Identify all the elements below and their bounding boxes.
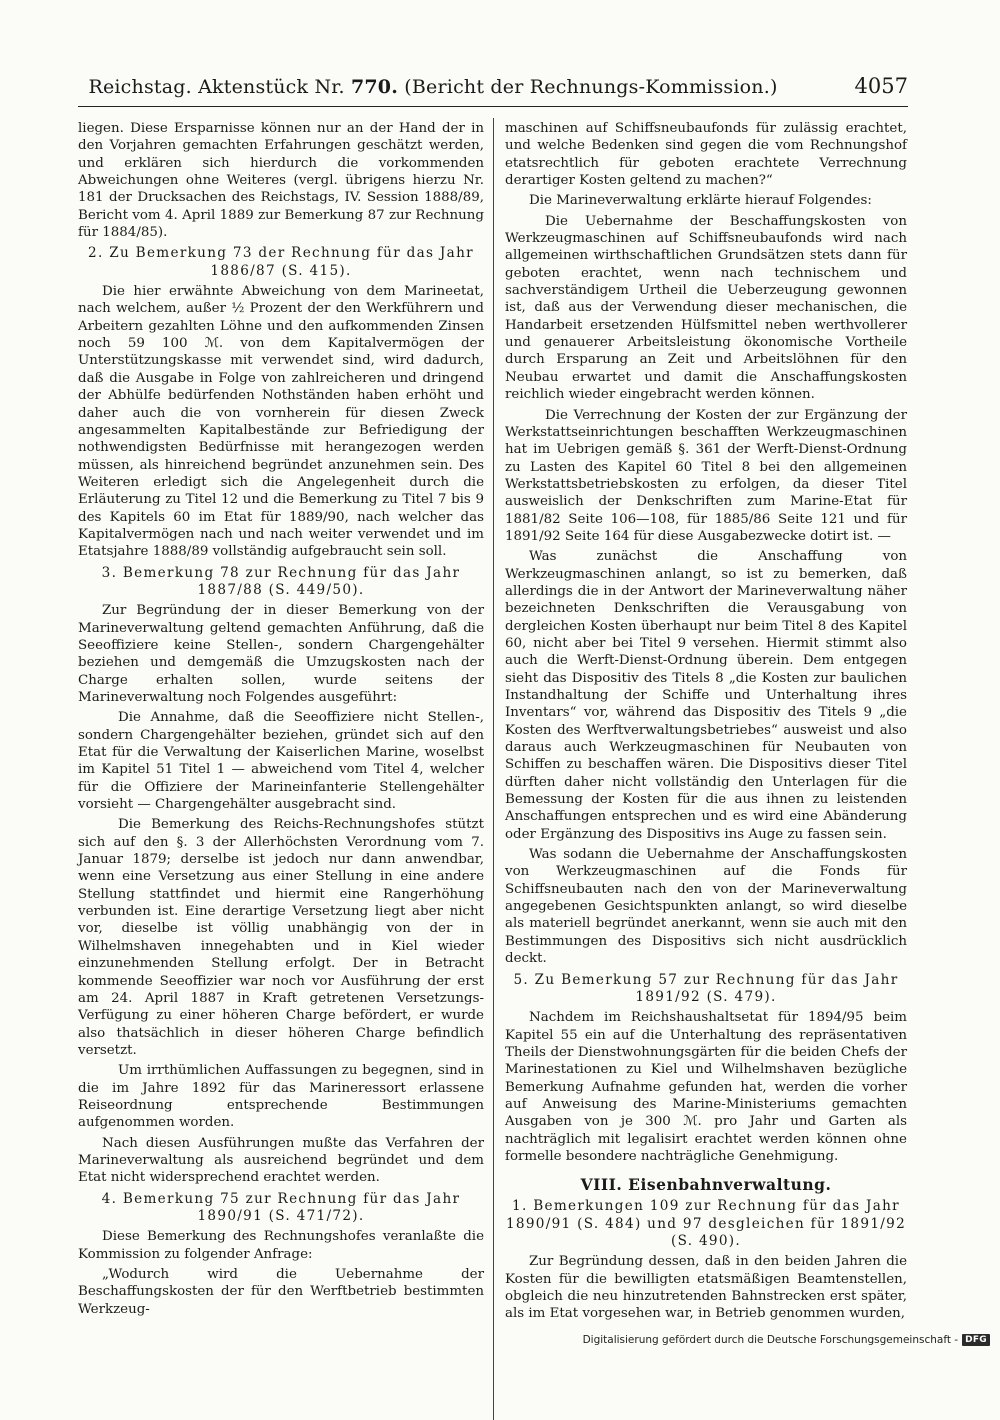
- paragraph: Um irrthümlichen Auffassungen zu begegnen, sind in die im Jahre 1892 für das Marineressort erlassene Reiseordnung entsprechende Bestimmungen aufgenommen worden.: [78, 1063, 484, 1131]
- paragraph: Was sodann die Uebernahme der Anschaffungskosten von Werkzeugmaschinen auf die Fonds für Schiffsneubauten nach den von der Marineverwaltung angegebenen Gesichtspunkten anlangt, so wird dieselbe als materiell begründet anerkannt, wenn sie auch mit den Bestimmungen des Dispositivs sich nicht ausdrücklich deckt.: [505, 847, 907, 967]
- running-title-post: (Bericht der Rechnungs-Kommission.): [398, 76, 778, 98]
- paragraph: Die Verrechnung der Kosten der zur Ergänzung der Werkstattseinrichtungen beschafften Werkzeugmaschinen hat im Uebrigen gemäß §. 361 der Werft-Dienst-Ordnung zu Lasten des Kapitel 60 Titel 8 bei den allgemeinen Werkstattsbetriebskosten zu erfolgen, da dieser Titel ausweislich der Denkschriften zum Marine-Etat für 1881/82 Seite 106—108, für 1885/86 Seite 121 und für 1891/92 Seite 164 für diese Ausgabezwecke dotirt ist. —: [505, 407, 907, 544]
- item-heading: 3. Bemerkung 78 zur Rechnung für das Jahr 1887/88 (S. 449/50).: [101, 564, 461, 598]
- dfg-logo: DFG: [962, 1334, 990, 1346]
- column-divider: [493, 118, 494, 1420]
- paragraph: Die Annahme, daß die Seeoffiziere nicht Stellen-, sondern Chargengehälter beziehen, gründet sich auf den Etat für die Verwaltung der Kaiserlichen Marine, woselbst im Kapitel 51 Titel 1 — abweichend vom Titel 4, welcher für die Offiziere der Marineinfanterie Stellengehälter vorsieht — Chargengehälter ausgebracht sind.: [78, 710, 484, 813]
- item-heading: 4. Bemerkung 75 zur Rechnung für das Jahr 1890/91 (S. 471/72).: [101, 1190, 461, 1224]
- item-heading: 1. Bemerkungen 109 zur Rechnung für das Jahr 1890/91 (S. 484) und 97 desgleichen für 1891/92 (S. 490).: [505, 1198, 907, 1249]
- item-heading: 5. Zu Bemerkung 57 zur Rechnung für das Jahr 1891/92 (S. 479).: [513, 971, 899, 1005]
- paragraph: Zur Begründung dessen, daß in den beiden Jahren die Kosten für die bewilligten etatsmäßigen Beamtenstellen, obgleich die neu hinzutretenden Bahnstrecken erst später, als im Etat vorgesehen war, in Betrieb genommen wurden,: [505, 1254, 907, 1322]
- footer-text: Digitalisierung gefördert durch die Deutsche Forschungsgemeinschaft -: [582, 1334, 959, 1346]
- paragraph: Die Marineverwaltung erklärte hierauf Folgendes:: [529, 193, 872, 209]
- running-title-pre: Reichstag. Aktenstück Nr.: [88, 76, 351, 98]
- paragraph: liegen. Diese Ersparnisse können nur an der Hand der in den Vorjahren gemachten Erfahrungen geschätzt werden, und erklären sich hierdurch die vorkommenden Abweichungen ohne Weiteres (vergl. übrigens hierzu Nr. 181 der Drucksachen des Reichstags, IV. Session 1888/89, Bericht vom 4. April 1889 zur Bemerkung 87 zur Rechnung für 1884/85).: [78, 121, 484, 241]
- item-heading: 2. Zu Bemerkung 73 der Rechnung für das Jahr 1886/87 (S. 415).: [88, 245, 474, 279]
- paragraph: Die Uebernahme der Beschaffungskosten von Werkzeugmaschinen auf Schiffsneubaufonds wird nach allgemeinen wirthschaftlichen Grundsätzen stets dann für geboten erachtet, wenn nach technischem und sachverständigem Urtheil die Ueberzeugung gewonnen ist, daß aus der Verwendung dieser mechanischen, die Handarbeit ersetzenden Hülfsmittel neben werthvollerer und genauerer Arbeitsleistung ökonomische Vortheile durch Ersparung an Zeit und Arbeitslöhnen für den Neubau erwartet und damit die Anschaffungskosten reichlich wieder eingebracht werden können.: [505, 213, 907, 403]
- running-title: [78, 76, 788, 98]
- paragraph: Was zunächst die Anschaffung von Werkzeugmaschinen anlangt, so ist zu bemerken, daß allerdings die in der Antwort der Marineverwaltung näher bezeichneten Denkschriften die Verausgabung von dergleichen Kosten überhaupt nur beim Titel 8 des Kapitel 60, nicht aber bei Titel 9 versehen. Hiermit stimmt also auch die Werft-Dienst-Ordnung überein. Dem entgegen sieht das Dispositiv des Titels 8 „die Kosten zur baulichen Instandhaltung der Schiffe und Unterhaltung ihres Inventars“ vor, während das Dispositiv des Titels 9 „die Kosten des Werftverwaltungsbetriebes“ ausweist und also daraus auch Werkzeugmaschinen für Neubauten von Schiffen zu beschaffen wären. Die Dispositivs dieser Titel dürften daher nicht vollständig den Unterlagen für die Bemessung der Kosten für die aus ihnen zu leistenden Anschaffungen entsprechen und es wird eine Abänderung oder Ergänzung des Dispositivs ins Auge zu fassen sein.: [505, 549, 907, 842]
- paragraph: Zur Begründung der in dieser Bemerkung von der Marineverwaltung geltend gemachten Anführung, daß die Seeoffiziere keine Stellen-, sondern Chargengehälter beziehen und demgemäß die Umzugskosten nach der Charge erhalten sollen, wurde seitens der Marineverwaltung noch Folgendes ausgeführt:: [78, 603, 484, 705]
- left-column: [78, 120, 484, 1321]
- paragraph: Nach diesen Ausführungen mußte das Verfahren der Marineverwaltung als ausreichend begründet und dem Etat nicht widersprechend erachtet werden.: [78, 1135, 484, 1186]
- document-number: 770.: [350, 76, 399, 98]
- paragraph: Nachdem im Reichshaushaltsetat für 1894/95 beim Kapitel 55 ein auf die Unterhaltung des repräsentativen Theils der Dienstwohnungsgärten für die beiden Chefs der Marinestationen zu Kiel und Wilhelmshaven bezügliche Bemerkung Aufnahme gefunden hat, werden die vorher auf Anweisung des Marine-Ministeriums gemachten Ausgaben von je 300 ℳ. pro Jahr und Garten als nachträglich mit legalisirt erachtet werden können ohne formelle besondere nachträgliche Genehmigung.: [505, 1010, 907, 1164]
- paragraph: maschinen auf Schiffsneubaufonds für zulässig erachtet, und welche Bedenken sind gegen die vom Rechnungshof etatsrechtlich für geboten erachtete Verrechnung derartiger Kosten geltend zu machen?“: [505, 121, 907, 189]
- paragraph: „Wodurch wird die Uebernahme der Beschaffungskosten der für den Werftbetrieb bestimmten Werkzeug-: [78, 1267, 484, 1317]
- paragraph: Die hier erwähnte Abweichung von dem Marineetat, nach welchem, außer ½ Prozent der den Werkführern und Arbeitern gezahlten Löhne und den aufkommenden Zinsen noch 59 100 ℳ. von dem Kapitalvermögen der Unterstützungskasse mit verwendet sind, wird dadurch, daß die Ausgabe in Folge von zahlreicheren und dringend der Abhülfe bedürfenden Nothständen haben erhöht und daher auch die von vornherein für diesen Zweck angesammelten Kapitalbestände zur Befriedigung der nothwendigsten Bedürfnisse mit herangezogen werden müssen, als hinreichend begründet anzunehmen sein. Des Weiteren erledigt sich die Angelegenheit durch die Erläuterung zu Titel 12 und die Bemerkung zu Titel 7 bis 9 des Kapitels 60 im Etat für 1889/90, nach welcher das Kapitalvermögen nach und nach weiter verwendet und im Etatsjahre 1888/89 vollständig aufgebraucht sein soll.: [78, 284, 484, 560]
- digitization-footer: [583, 1331, 990, 1349]
- right-column: [505, 120, 907, 1326]
- page-header: [78, 74, 908, 107]
- paragraph: Die Bemerkung des Reichs-Rechnungshofes stützt sich auf den §. 3 der Allerhöchsten Verordnung vom 7. Januar 1879; derselbe ist jedoch nur dann anwendbar, wenn eine Versetzung aus einer Stellung in eine andere Stellung stattfindet und hiermit eine Rangerhöhung verbunden ist. Eine derartige Versetzung liegt aber nicht vor, dieselbe ist völlig unabhängig von der in Wilhelmshaven innegehabten und in Kiel wieder einzunehmenden Stellung erfolgt. Der in Betracht kommende Seeoffizier war noch vor Ausführung der erst am 24. April 1887 in Kraft getretenen Versetzungs-Verfügung zu einer höheren Charge befördert, er wurde also thatsächlich in dieser höheren Charge befindlich versetzt.: [78, 817, 484, 1058]
- page-number: 4057: [854, 74, 908, 98]
- section-heading: VIII. Eisenbahnverwaltung.: [580, 1175, 832, 1195]
- paragraph: Diese Bemerkung des Rechnungshofes veranlaßte die Kommission zu folgender Anfrage:: [78, 1229, 484, 1262]
